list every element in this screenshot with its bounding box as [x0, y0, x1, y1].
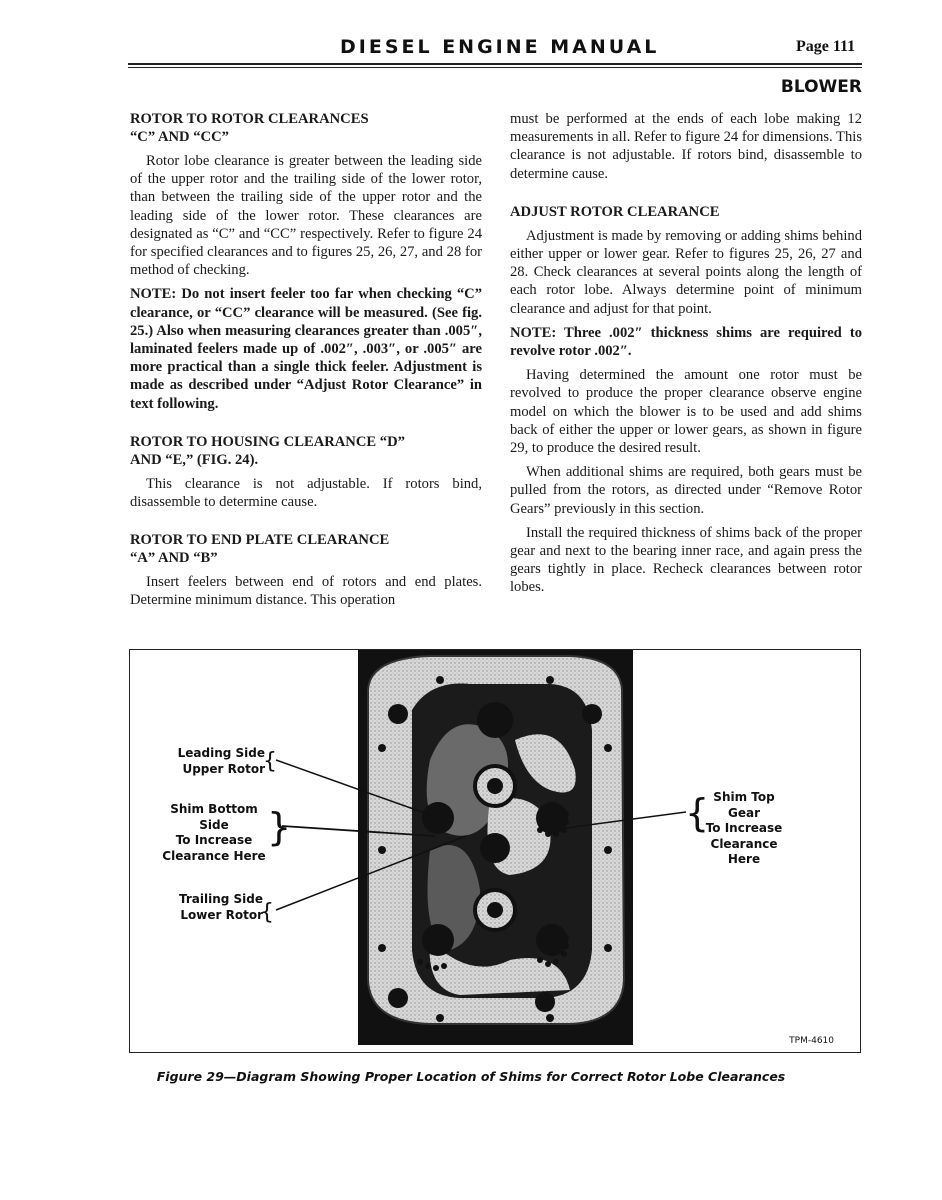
- right-column: [510, 110, 862, 603]
- edge-bolt: [546, 676, 554, 684]
- figure-id: TPM-4610: [789, 1036, 834, 1046]
- callout-text: Leading Side: [177, 746, 265, 760]
- heading-line: “C” AND “CC”: [130, 129, 229, 145]
- paragraph: Insert feelers between end of rotors and end plates. Determine minimum distance. This operation: [130, 574, 482, 609]
- figure-29: [129, 649, 861, 1053]
- bore-hole: [477, 702, 513, 738]
- heading-line: ROTOR TO ROTOR CLEARANCES: [130, 111, 369, 127]
- callout-text: Upper Rotor: [182, 761, 265, 776]
- callout-text: Lower Rotor: [180, 907, 263, 922]
- paragraph: When additional shims are required, both gears must be pulled from the rotors, as directed under “Remove Rotor Gears” previously in this section.: [510, 464, 862, 517]
- callout-text: To Increase: [175, 833, 253, 847]
- note-feeler: NOTE: Do not insert feeler too far when checking “C” clearance, or “CC” clearance will be measured. (See fig. 25.) Also when measuring clearances greater than .005″, laminated feelers made up of .002″, .003″, or .005″ are more practical than a single thick feeler. Adjustment is made as described under “Adjust Rotor Clearance” in text following.: [130, 286, 482, 412]
- edge-bolt: [378, 744, 386, 752]
- callout-shim-top: [698, 790, 790, 868]
- heading-adjust-rotor-clearance: ADJUST ROTOR CLEARANCE: [510, 203, 720, 220]
- upper-shaft-bore: [487, 778, 503, 794]
- callout-text: Clearance Here: [162, 848, 266, 863]
- heading-rotor-to-rotor: [130, 110, 482, 146]
- bore-hole: [422, 924, 454, 956]
- brace: {: [685, 791, 710, 835]
- bolt-hole: [388, 704, 408, 724]
- section-title: BLOWER: [780, 77, 862, 97]
- edge-bolt: [436, 676, 444, 684]
- heading-line: “A” AND “B”: [130, 550, 218, 567]
- paragraph: This clearance is not adjustable. If rotors bind, disassemble to determine cause.: [130, 475, 482, 511]
- bolt-hole: [388, 988, 408, 1008]
- heading-line: AND “E,” (FIG. 24).: [130, 451, 259, 468]
- heading-rotor-to-end-plate: [130, 531, 482, 567]
- paragraph: must be performed at the ends of each lobe making 12 measurements in all. Refer to figure 24 for dimensions. This clearance is not adjustable. If rotors bind, disassemble to determine cause.: [510, 111, 862, 182]
- callout-text: Clearance Here: [710, 836, 778, 866]
- bolt-hole: [535, 992, 555, 1012]
- edge-bolt: [604, 846, 612, 854]
- paragraph: Rotor lobe clearance is greater between the leading side of the upper rotor and the trailing side of the lower rotor, than between the trailing side of the upper rotor and the leading side of the lower rotor. These clearances are designated as “C” and “CC” respectively. Refer to figure 24 for specified clearances and to figures 25, 26, 27, and 28 for method of checking.: [130, 153, 482, 279]
- callout-text: Trailing Side: [178, 892, 263, 906]
- callout-leading-side: [178, 746, 265, 777]
- edge-bolt: [604, 944, 612, 952]
- callout-shim-bottom: [156, 802, 272, 864]
- lower-shaft-bore: [487, 902, 503, 918]
- edge-bolt: [546, 1014, 554, 1022]
- heading-line: ROTOR TO HOUSING CLEARANCE “D”: [130, 433, 405, 450]
- header-rule-thin: [128, 67, 862, 68]
- header-rule-thick: [128, 63, 862, 65]
- paragraph: Having determined the amount one rotor must be revolved to produce the proper clearance observe engine model on which the blower is to be used and add shims back of either the upper or lower gears, as shown in figure 29, to produce the desired result.: [510, 367, 862, 457]
- heading-rotor-to-housing: [130, 433, 482, 469]
- callout-text: Shim Bottom Side: [170, 802, 258, 832]
- page-number: Page 111: [796, 38, 856, 55]
- heading-line: ROTOR TO END PLATE CLEARANCE: [130, 532, 390, 549]
- edge-bolt: [378, 944, 386, 952]
- figure-caption: Figure 29—Diagram Showing Proper Location of Shims for Correct Rotor Lobe Clearances: [156, 1069, 786, 1084]
- brace: }: [267, 805, 292, 849]
- paragraph: Install the required thickness of shims back of the proper gear and next to the bearing inner race, and again press the gears tightly in place. Recheck clearances between rotor lobes.: [510, 524, 862, 596]
- note-shims: NOTE: Three .002″ thickness shims are required to revolve rotor .002″.: [510, 324, 862, 360]
- running-title: DIESEL ENGINE MANUAL: [340, 36, 660, 58]
- edge-bolt: [436, 1014, 444, 1022]
- callout-text: Shim Top Gear: [713, 790, 775, 820]
- callout-text: To Increase: [705, 821, 783, 835]
- paragraph: Adjustment is made by removing or adding shims behind either upper or lower gear. Refer to figures 25, 26, 27 and 28. Check clearances at several points along the length of each rotor lobe. Always determine point of minimum clearance and adjust for that point.: [510, 227, 862, 317]
- edge-bolt: [378, 846, 386, 854]
- callout-trailing-side: [179, 892, 263, 923]
- left-column: [130, 110, 482, 616]
- brace: {: [260, 900, 274, 925]
- brace: {: [263, 749, 277, 774]
- edge-bolt: [604, 744, 612, 752]
- bore-hole: [480, 833, 510, 863]
- bolt-hole: [582, 704, 602, 724]
